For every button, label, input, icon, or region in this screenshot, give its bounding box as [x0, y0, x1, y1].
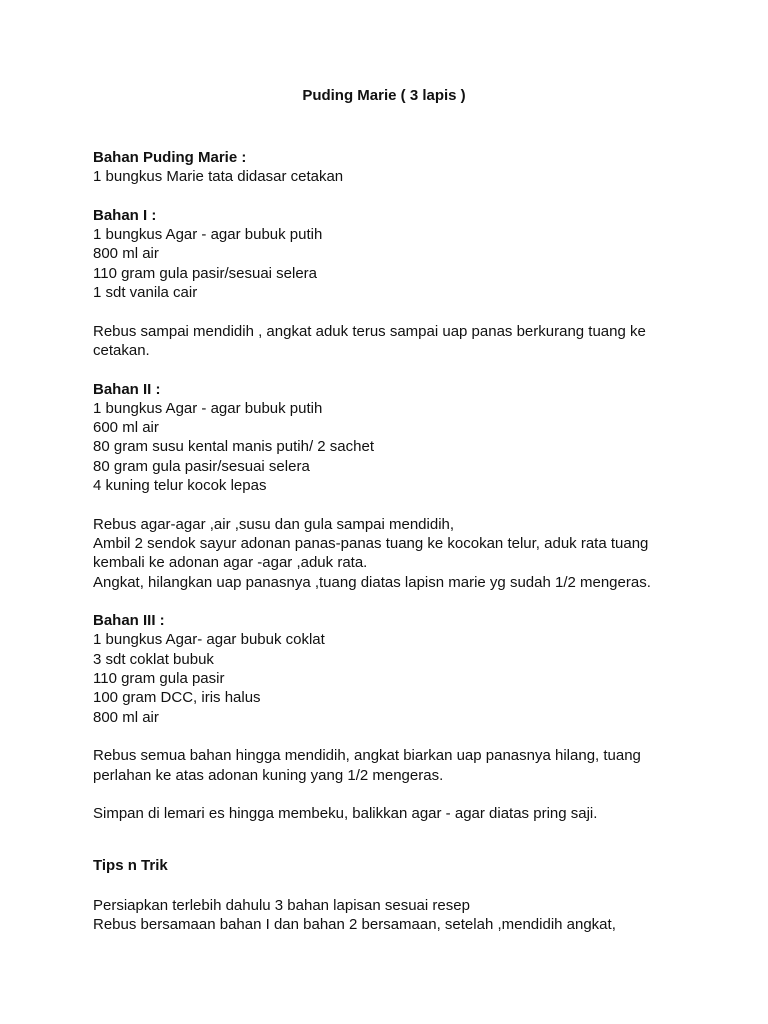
section-heading-bahan-marie: Bahan Puding Marie : — [93, 149, 247, 166]
section-heading-bahan-1: Bahan I : — [93, 206, 157, 224]
instruction-line: Rebus sampai mendidih , angkat aduk terus sampai uap panas berkurang tuang ke — [93, 322, 646, 340]
ingredient-line: 110 gram gula pasir/sesuai selera — [93, 264, 318, 282]
ingredient-line: 1 bungkus Agar - agar bubuk putih — [93, 226, 323, 244]
ingredient-line: 1 bungkus Marie tata didasar cetakan — [93, 168, 344, 186]
section-heading-bahan-3: Bahan III : — [93, 612, 165, 630]
recipe-title: Puding Marie ( 3 lapis ) — [302, 87, 466, 104]
ingredient-line: 800 ml air — [93, 708, 159, 726]
ingredient-line: 4 kuning telur kocok lepas — [93, 477, 267, 495]
section-heading-tips: Tips n Trik — [93, 857, 168, 875]
instruction-line: Rebus semua bahan hingga mendidih, angkat biarkan uap panasnya hilang, tuang — [93, 747, 641, 765]
tip-line: Persiapkan terlebih dahulu 3 bahan lapisan sesuai resep — [93, 896, 470, 914]
tip-line: Rebus bersamaan bahan I dan bahan 2 bersamaan, setelah ,mendidih angkat, — [93, 915, 616, 933]
ingredient-line: 80 gram susu kental manis putih/ 2 sachet — [93, 438, 374, 456]
instruction-line: kembali ke adonan agar -agar ,aduk rata. — [93, 554, 368, 572]
instruction-line: Ambil 2 sendok sayur adonan panas-panas tuang ke kocokan telur, aduk rata tuang — [93, 534, 649, 552]
instruction-line: Rebus agar-agar ,air ,susu dan gula sampai mendidih, — [93, 515, 455, 533]
instruction-line: cetakan. — [93, 341, 150, 359]
ingredient-line: 110 gram gula pasir — [93, 670, 225, 688]
instruction-line: Angkat, hilangkan uap panasnya ,tuang diatas lapisn marie yg sudah 1/2 mengeras. — [93, 573, 651, 591]
section-heading-bahan-2: Bahan II : — [93, 380, 161, 398]
ingredient-line: 80 gram gula pasir/sesuai selera — [93, 457, 310, 475]
ingredient-line: 3 sdt coklat bubuk — [93, 650, 214, 668]
recipe-body — [93, 148, 683, 934]
storage-instruction: Simpan di lemari es hingga membeku, balikkan agar - agar diatas pring saji. — [93, 805, 598, 823]
ingredient-line: 1 bungkus Agar - agar bubuk putih — [93, 399, 323, 417]
ingredient-line: 1 sdt vanila cair — [93, 284, 198, 302]
ingredient-line: 600 ml air — [93, 419, 159, 437]
ingredient-line: 100 gram DCC, iris halus — [93, 689, 261, 707]
instruction-line: perlahan ke atas adonan kuning yang 1/2 mengeras. — [93, 766, 444, 784]
ingredient-line: 1 bungkus Agar- agar bubuk coklat — [93, 631, 325, 649]
ingredient-line: 800 ml air — [93, 245, 159, 263]
